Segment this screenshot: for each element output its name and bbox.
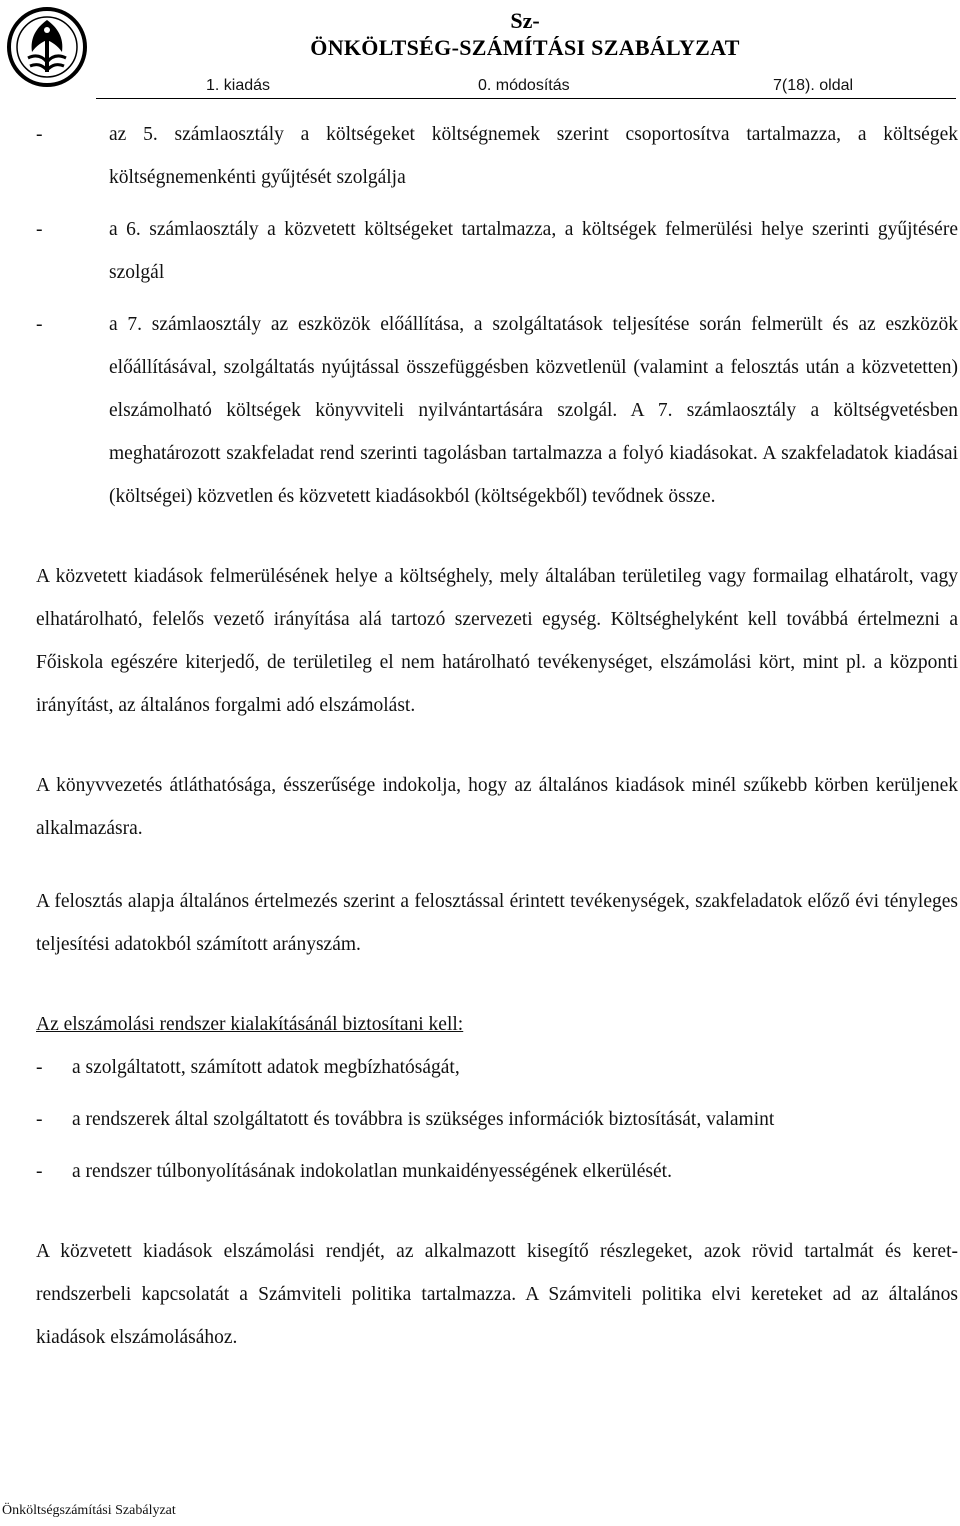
list-item-text: a 7. számlaosztály az eszközök előállítása, a szolgáltatások teljesítése során felmerült és az eszközök előállításával, szolgáltatás nyújtással összefüggésben közvetlenül (valamint a felosztás után a közvetetten) elszámolható költségek könyvviteli nyilvántartására szolgál. A 7. számlaosztály a költségvetésben meghatározott szakfeladat rend szerinti tagolásban tartalmazza a folyó kiadásokat. A szakfeladatok kiadásai (költségei) közvetlen és közvetett kiadásokból (költségekből) tevődnek össze.: [109, 314, 958, 507]
edition-label: 1. kiadás: [206, 77, 271, 94]
spacer: [36, 727, 958, 764]
document-meta-row: [96, 74, 956, 98]
paragraph-allocation-basis: A felosztás alapja általános értelmezés szerint a felosztással érintett tevékenységek, szakfeladatok előző évi tényleges teljesítési adatokból számított arányszám.: [36, 891, 958, 955]
list-item-text: a rendszerek által szolgáltatott és továbbra is szükséges információk biztosítását, valamint: [72, 1109, 775, 1130]
paragraph-bookkeeping: A könyvvezetés átláthatósága, ésszerűsége indokolja, hogy az általános kiadások minél szűkebb körben kerüljenek alkalmazásra.: [36, 775, 958, 839]
list-dash: -: [36, 314, 43, 335]
spacer: [36, 966, 958, 1003]
document-body: [36, 113, 958, 1359]
page-number-cell: [676, 74, 956, 99]
paragraph-accounting-policy: A közvetett kiadások elszámolási rendjét, az alkalmazott kisegítő részlegeket, azok rövid tartalmát és keret-rendszerbeli kapcsolatát a Számviteli politika tartalmazza. A Számviteli politika elvi kereteket ad az általános kiadások elszámolásához.: [36, 1241, 958, 1348]
list-dash: -: [36, 1057, 43, 1078]
list-item: [36, 1098, 958, 1141]
list-item-text: a szolgáltatott, számított adatok megbízhatóságát,: [72, 1057, 460, 1078]
list-dash: -: [36, 1161, 43, 1182]
revision-label: 0. módosítás: [478, 77, 570, 94]
list-dash: -: [36, 124, 43, 145]
page-number-label: 7(18). oldal: [773, 77, 854, 94]
page-footer: Önköltségszámítási Szabályzat: [2, 1503, 176, 1518]
edition-cell: [96, 74, 396, 99]
document-title: ÖNKÖLTSÉG-SZÁMÍTÁSI SZABÁLYZAT: [310, 35, 740, 60]
list-item: [36, 113, 958, 199]
list-item-text: a rendszer túlbonyolításának indokolatlan munkaidényességének elkerülését.: [72, 1161, 672, 1182]
list-item: [36, 303, 958, 518]
section-heading: Az elszámolási rendszer kialakításánál biztosítani kell:: [36, 1014, 464, 1035]
list-item: [36, 208, 958, 294]
revision-cell: [396, 74, 676, 99]
list-item-text: a 6. számlaosztály a közvetett költségeket tartalmazza, a költségek felmerülési helye szerinti gyűjtésére szolgál: [109, 219, 958, 283]
paragraph-cost-center: A közvetett kiadások felmerülésének helye a költséghely, mely általában területileg vagy formailag elhatárolt, vagy elhatárolható, felelős vezető irányítása alá tartozó szervezeti egység. Költséghelyként kell továbbá értelmezni a Főiskola egészére kiterjedő, de területileg el nem határolható tevékenységet, elszámolási kört, mint pl. a központi irányítást, az általános forgalmi adó elszámolást.: [36, 566, 958, 716]
spacer: [36, 518, 958, 555]
list-dash: -: [36, 1109, 43, 1130]
list-item-text: az 5. számlaosztály a költségeket költségnemek szerint csoportosítva tartalmazza, a költségek költségnemenkénti gyűjtését szolgálja: [109, 124, 958, 188]
spacer: [36, 1193, 958, 1230]
spacer: [36, 850, 958, 880]
list-item: [36, 1046, 958, 1089]
list-item: [36, 1150, 958, 1193]
page-header: [0, 0, 960, 100]
document-title-prefix: Sz-: [510, 8, 540, 33]
list-dash: -: [36, 219, 43, 240]
